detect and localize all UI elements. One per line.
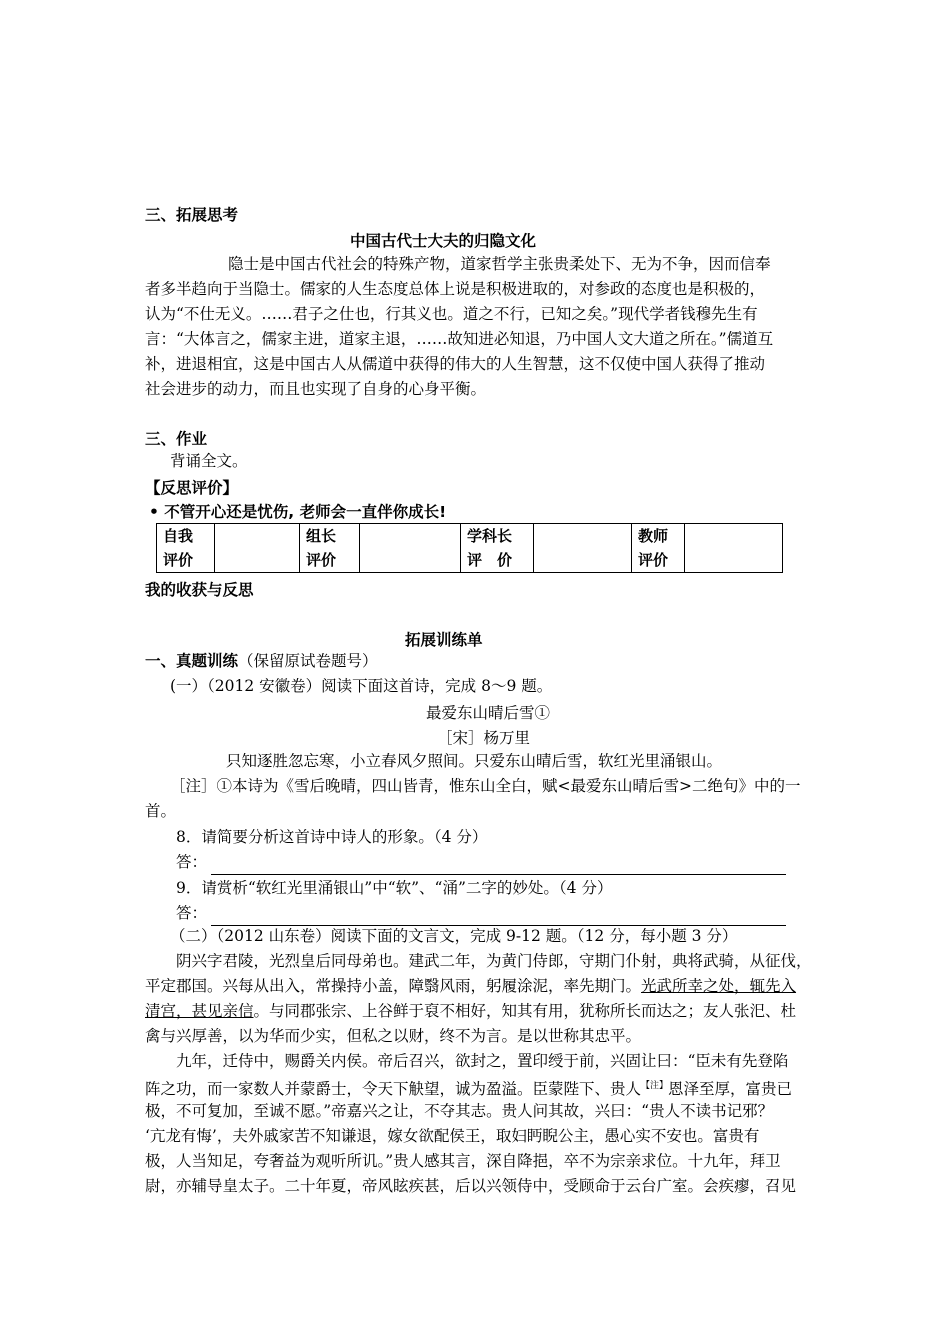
gains-heading: 我的收获与反思 [145,581,254,599]
para2-line-2-tail: 恩泽至厚，富贵已 [668,1080,793,1099]
evaluation-table [156,523,783,573]
para1-line-3 [145,999,796,1024]
para1-line-2 [145,974,796,999]
para1-underlined-a: 光武所幸之处，辄先入 [641,977,797,995]
leader-eval-cell [360,524,461,573]
article-line-6: 社会进步的动力，而且也实现了自身的心身平衡。 [145,380,487,398]
teacher-eval-cell [685,524,783,573]
subject-eval-cell [534,524,632,573]
para1-line-1: 阴兴字君陵，光烈皇后同母弟也。建武二年，为黄门侍郎，守期门仆射，典将武骑，从征伐， [176,952,812,970]
para2-line-6: 尉，亦辅导皇太子。二十年夏，帝风眩疾甚，后以兴领侍中，受顾命于云台广室。会疾瘳，召见 [145,1177,797,1195]
section-one-line [145,649,378,674]
poem-note-line-1: ［注］①本诗为《雪后晚晴，四山皆青，惟东山全白，赋<最爱东山晴后雪>二绝句》中的一 [170,777,801,795]
para1-underlined-b: 清宫，甚见亲信 [145,1002,254,1020]
para2-line-2-text: 阵之功，而一家数人并蒙爵士，令天下觖望，诚为盈溢。臣蒙陛下、贵人 [145,1080,642,1099]
article-line-4: 言：“大体言之，儒家主进，道家主退，……故知进必知退，乃中国人文大道之所在。”儒道互 [145,330,774,348]
para1-line-4: 禽与兴厚善，以为华而少实，但私之以财，终不为言。是以世称其忠平。 [145,1027,642,1045]
question-8: 8．请简要分析这首诗中诗人的形象。（4 分） [176,828,488,846]
leader-eval-label: 组长 评价 [300,524,360,573]
article-line-2: 者多半趋向于当隐士。儒家的人生态度总体上说是积极进取的，对参政的态度也是积极的， [145,280,766,298]
reflection-heading: 【反思评价】 [145,479,239,497]
q2-intro: （二）（2012 山东卷）阅读下面的文言文，完成 9-12 题。（12 分，每小题 3 分） [170,927,738,945]
para2-line-3: 极，不可复加，至诚不愿。”帝嘉兴之让，不夺其志。贵人问其故，兴曰：“贵人不读书记邪？ [145,1102,774,1120]
para1-line-3-text: 。与同郡张宗、上谷鲜于裒不相好，知其有用，犹称所长而达之；友人张汜、杜 [253,1002,797,1020]
subject-eval-label: 学科长 评 价 [461,524,534,573]
poem-title: 最爱东山晴后雪① [426,704,551,722]
article-line-5: 补，进退相宜，这是中国古人从儒道中获得的伟大的人生智慧，这不仅使中国人获得了推动 [145,355,766,373]
question-9: 9．请赏析“软红光里涌银山”中“软”、“涌”二字的妙处。（4 分） [176,879,613,897]
answer-8-input[interactable] [211,858,786,875]
para2-line-5: 极，人当知足，夸奢益为观听所讥。”贵人感其言，深自降挹，卒不为宗亲求位。十九年，拜卫 [145,1152,781,1170]
poem-text: 只知逐胜忽忘寒，小立春风夕照间。只爱东山晴后雪，软红光里涌银山。 [226,752,723,770]
section-extend-heading: 三、拓展思考 [145,206,239,224]
para2-footnote-mark: 【注】 [641,1081,669,1091]
poem-note-line-2: 首。 [145,802,177,820]
encourage-text: • 不管开心还是忧伤, 老师会一直伴你成长! [149,503,447,521]
article-line-3: 认为“不仕无义。……君子之仕也，行其义也。道之不行，已知之矣。”现代学者钱穆先生有 [145,305,758,323]
self-eval-cell [215,524,300,573]
homework-text: 背诵全文。 [170,452,248,470]
q1-intro: (一）（2012 安徽卷）阅读下面这首诗，完成 8～9 题。 [170,677,553,695]
article-line-1: 隐士是中国古代社会的特殊产物，道家哲学主张贵柔处下、无为不争，因而信奉 [228,255,771,273]
section-one-note: （保留原试卷题号） [238,652,378,670]
training-title: 拓展训练单 [405,631,483,649]
section-one-heading: 一、真题训练 [145,652,239,670]
para2-line-4: ‘亢龙有悔’，夫外戚家苦不知谦退，嫁女欲配侯王，取妇眄睨公主，愚心实不安也。富贵有 [145,1127,760,1145]
answer-8-row [176,850,786,875]
poem-author: ［宋］杨万里 [437,729,531,747]
section-homework-heading: 三、作业 [145,430,208,448]
answer-8-label: 答： [176,853,208,871]
answer-9-row [176,901,786,926]
self-eval-label: 自我 评价 [157,524,215,573]
article-title: 中国古代士大夫的归隐文化 [350,232,537,250]
para2-line-2 [145,1074,792,1102]
teacher-eval-label: 教师 评价 [632,524,685,573]
para1-line-2-text: 平定郡国。兴每从出入，常操持小盖，障翳风雨，躬履涂泥，率先期门。 [145,977,642,995]
para2-line-1: 九年，迁侍中，赐爵关内侯。帝后召兴，欲封之，置印绶于前，兴固让曰：“臣未有先登陷 [176,1052,789,1070]
answer-9-label: 答： [176,904,208,922]
